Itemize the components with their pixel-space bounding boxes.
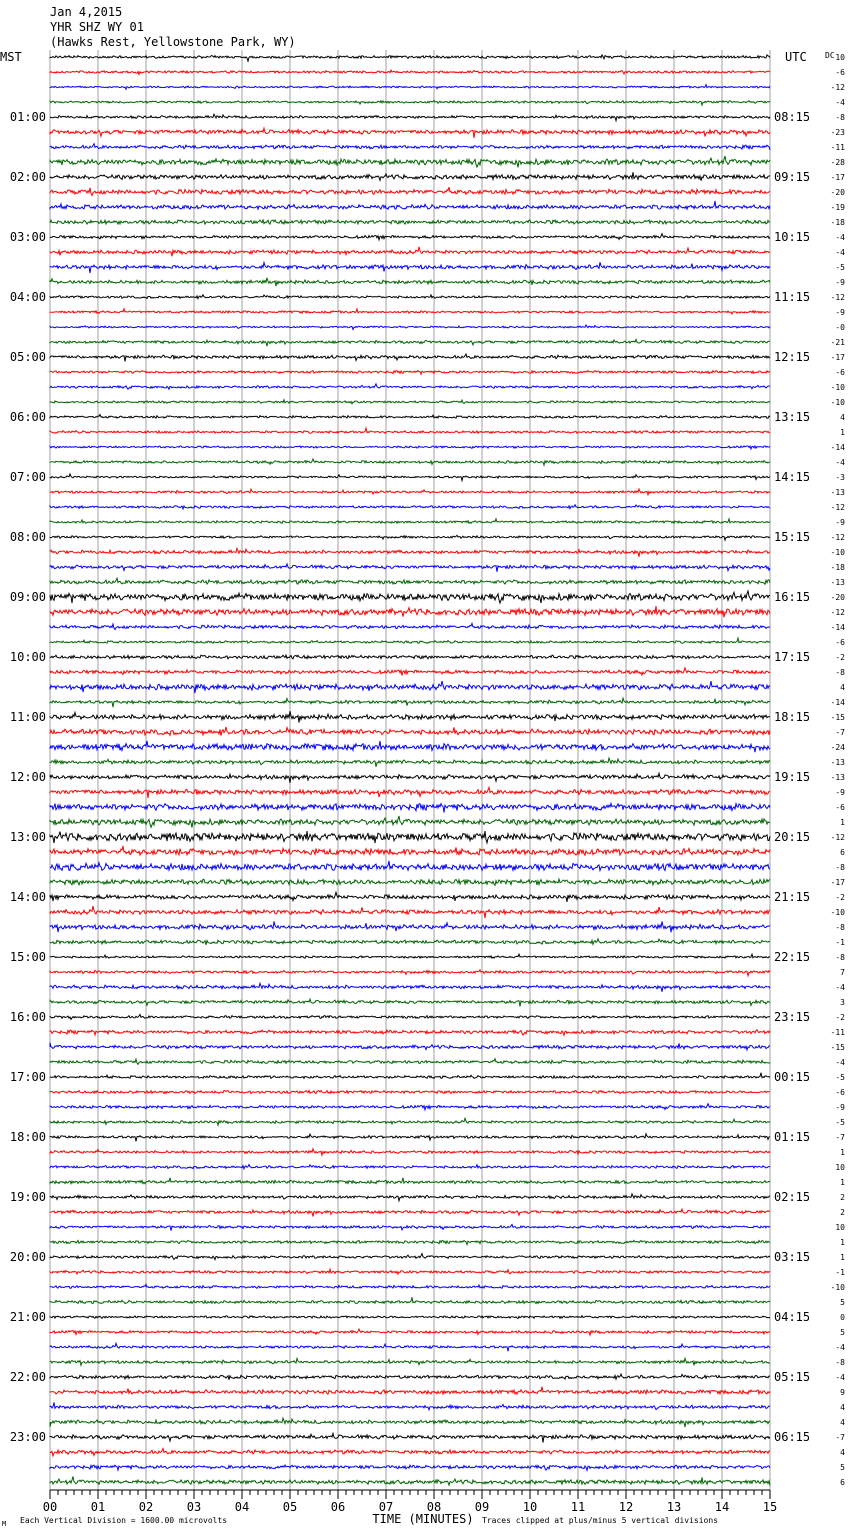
left-hour-label: 19:00 [9, 1190, 46, 1204]
dc-offset-label: -12 [830, 833, 845, 842]
scale-mark: M [2, 1520, 7, 1528]
dc-offset-label: 10 [835, 53, 845, 62]
trace-row-37 [50, 606, 770, 617]
trace-row-40 [50, 655, 770, 659]
left-hour-label: 20:00 [9, 1250, 46, 1264]
dc-offset-label: -24 [830, 743, 845, 752]
right-hour-label: 15:15 [774, 530, 811, 544]
trace-row-36 [50, 591, 770, 603]
dc-offset-label: -12 [830, 533, 845, 542]
left-hour-label: 14:00 [9, 890, 46, 904]
trace-row-14 [50, 262, 770, 273]
trace-row-47 [50, 758, 770, 767]
left-hour-label: 12:00 [9, 770, 46, 784]
dc-offset-label: -7 [835, 728, 845, 737]
right-hour-label: 23:15 [774, 1010, 811, 1024]
dc-offset-label: -15 [830, 1043, 845, 1052]
dc-offset-label: -2 [835, 1013, 845, 1022]
left-hour-label: 02:00 [9, 170, 46, 184]
trace-row-16 [50, 295, 770, 299]
trace-row-17 [50, 309, 770, 314]
trace-row-76 [50, 1194, 770, 1201]
trace-row-69 [50, 1090, 770, 1093]
dc-offset-label: -6 [835, 1088, 845, 1097]
trace-row-66 [50, 1043, 770, 1050]
dc-offset-label: 2 [840, 1208, 845, 1217]
dc-offset-label: -8 [835, 1358, 845, 1367]
trace-row-33 [50, 548, 770, 556]
trace-row-44 [50, 711, 770, 723]
dc-offset-label: -9 [835, 278, 845, 287]
trace-row-89 [50, 1387, 770, 1394]
dc-offset-label: -12 [830, 293, 845, 302]
trace-row-90 [50, 1403, 770, 1410]
dc-offset-label: 3 [840, 998, 845, 1007]
dc-offset-label: -13 [830, 488, 845, 497]
x-tick-label: 10 [522, 1500, 538, 1514]
right-hour-label: 04:15 [774, 1310, 811, 1324]
dc-offset-label: 6 [840, 1478, 845, 1487]
trace-row-7 [50, 156, 770, 167]
trace-row-18 [50, 325, 770, 329]
dc-offset-label: 1 [840, 818, 845, 827]
right-hour-label: 12:15 [774, 350, 811, 364]
dc-offset-label: 6 [840, 848, 845, 857]
trace-row-6 [50, 144, 770, 150]
trace-row-59 [50, 939, 770, 945]
dc-offset-label: -13 [830, 758, 845, 767]
dc-offset-label: -13 [830, 773, 845, 782]
dc-offset-label: -19 [830, 203, 845, 212]
left-hour-label: 21:00 [9, 1310, 46, 1324]
left-hour-label: 22:00 [9, 1370, 46, 1384]
trace-row-15 [50, 278, 770, 286]
left-hour-label: 01:00 [9, 110, 46, 124]
trace-row-45 [50, 727, 770, 736]
trace-row-4 [50, 114, 770, 121]
dc-offset-label: -2 [835, 893, 845, 902]
trace-row-57 [50, 906, 770, 918]
dc-offset-label: -10 [830, 383, 845, 392]
left-hour-label: 09:00 [9, 590, 46, 604]
dc-offset-label: -6 [835, 368, 845, 377]
trace-row-52 [50, 831, 770, 843]
dc-offset-label: -9 [835, 518, 845, 527]
trace-row-63 [50, 999, 770, 1006]
trace-row-32 [50, 535, 770, 540]
dc-offset-label: -0 [835, 323, 845, 332]
trace-row-94 [50, 1465, 770, 1470]
dc-offset-label: -21 [830, 338, 845, 347]
dc-offset-label: -5 [835, 263, 845, 272]
right-hour-label: 19:15 [774, 770, 811, 784]
left-hour-label: 07:00 [9, 470, 46, 484]
dc-offset-label: -11 [830, 1028, 845, 1037]
trace-row-88 [50, 1374, 770, 1380]
trace-row-92 [50, 1433, 770, 1442]
dc-offset-label: -10 [830, 908, 845, 917]
header-date: Jan 4,2015 [50, 5, 123, 19]
right-hour-label: 11:15 [774, 290, 811, 304]
dc-offset-label: -5 [835, 1073, 845, 1082]
dc-offset-label: -2 [835, 653, 845, 662]
trace-row-91 [50, 1418, 770, 1427]
dc-offset-label: 9 [840, 1388, 845, 1397]
trace-row-41 [50, 668, 770, 676]
dc-offset-label: -10 [830, 1283, 845, 1292]
trace-row-25 [50, 428, 770, 433]
left-hour-label: 08:00 [9, 530, 46, 544]
dc-offset-label: -14 [830, 443, 845, 452]
trace-row-67 [50, 1059, 770, 1065]
right-hour-label: 02:15 [774, 1190, 811, 1204]
x-tick-label: 11 [570, 1500, 586, 1514]
dc-offset-label: 1 [840, 428, 845, 437]
dc-offset-label: -3 [835, 473, 845, 482]
dc-offset-label: -11 [830, 143, 845, 152]
trace-row-0 [50, 55, 770, 61]
right-hour-label: 17:15 [774, 650, 811, 664]
dc-offset-label: -15 [830, 713, 845, 722]
left-hour-label: 06:00 [9, 410, 46, 424]
label-group [0, 50, 845, 1528]
dc-offset-label: 4 [840, 1418, 845, 1427]
right-hour-label: 05:15 [774, 1370, 811, 1384]
dc-offset-label: 7 [840, 968, 845, 977]
trace-row-43 [50, 698, 770, 707]
clip-note: Traces clipped at plus/minus 5 vertical divisions [482, 1516, 719, 1525]
x-axis-title: TIME (MINUTES) [372, 1512, 474, 1526]
trace-row-83 [50, 1297, 770, 1303]
left-hour-label: 03:00 [9, 230, 46, 244]
trace-row-2 [50, 85, 770, 90]
trace-row-12 [50, 234, 770, 240]
left-hour-label: 23:00 [9, 1430, 46, 1444]
trace-group [50, 55, 770, 1486]
trace-row-51 [50, 816, 770, 828]
dc-offset-label: 1 [840, 1178, 845, 1187]
dc-offset-label: -1 [835, 938, 845, 947]
trace-row-85 [50, 1329, 770, 1335]
trace-row-24 [50, 415, 770, 419]
left-hour-label: 16:00 [9, 1010, 46, 1024]
dc-offset-label: -9 [835, 308, 845, 317]
dc-offset-label: -4 [835, 983, 845, 992]
x-tick-label: 15 [762, 1500, 778, 1514]
trace-row-95 [50, 1477, 770, 1486]
dc-offset-label: -8 [835, 668, 845, 677]
dc-offset-label: 4 [840, 413, 845, 422]
trace-row-13 [50, 247, 770, 256]
trace-row-50 [50, 804, 770, 813]
right-hour-label: 10:15 [774, 230, 811, 244]
left-hour-label: 05:00 [9, 350, 46, 364]
trace-row-35 [50, 578, 770, 584]
left-hour-label: 11:00 [9, 710, 46, 724]
trace-row-79 [50, 1240, 770, 1244]
trace-row-10 [50, 201, 770, 209]
trace-row-82 [50, 1284, 770, 1288]
dc-offset-label: 5 [840, 1298, 845, 1307]
dc-offset-label: -14 [830, 623, 845, 632]
trace-row-72 [50, 1134, 770, 1142]
left-hour-label: 10:00 [9, 650, 46, 664]
trace-row-60 [50, 954, 770, 958]
dc-offset-label: 1 [840, 1253, 845, 1262]
trace-row-58 [50, 921, 770, 932]
trace-row-34 [50, 564, 770, 572]
trace-row-9 [50, 187, 770, 195]
dc-offset-label: 10 [835, 1223, 845, 1232]
trace-row-46 [50, 741, 770, 752]
right-hour-label: 18:15 [774, 710, 811, 724]
x-tick-label: 09 [474, 1500, 490, 1514]
trace-row-78 [50, 1225, 770, 1231]
x-tick-label: 14 [714, 1500, 730, 1514]
x-tick-label: 08 [426, 1500, 442, 1514]
x-tick-label: 00 [42, 1500, 58, 1514]
dc-offset-label: -4 [835, 1373, 845, 1382]
trace-row-11 [50, 220, 770, 224]
trace-row-27 [50, 459, 770, 465]
trace-row-68 [50, 1073, 770, 1079]
right-hour-label: 03:15 [774, 1250, 811, 1264]
dc-offset-label: -17 [830, 173, 845, 182]
header-location: (Hawks Rest, Yellowstone Park, WY) [50, 35, 296, 49]
trace-row-28 [50, 474, 770, 481]
dc-offset-label: -7 [835, 1433, 845, 1442]
trace-row-56 [50, 892, 770, 902]
dc-offset-label: -12 [830, 608, 845, 617]
right-hour-label: 06:15 [774, 1430, 811, 1444]
dc-offset-label: -18 [830, 563, 845, 572]
dc-offset-label: 4 [840, 1403, 845, 1412]
x-tick-label: 07 [378, 1500, 394, 1514]
x-tick-label: 03 [186, 1500, 202, 1514]
x-tick-label: 02 [138, 1500, 154, 1514]
trace-row-49 [50, 787, 770, 798]
dc-offset-label: -4 [835, 248, 845, 257]
header-station: YHR SHZ WY 01 [50, 20, 144, 34]
dc-offset-label: -6 [835, 638, 845, 647]
trace-row-19 [50, 339, 770, 346]
dc-header-label: DC [825, 51, 835, 60]
trace-row-23 [50, 400, 770, 404]
dc-offset-label: -6 [835, 803, 845, 812]
trace-row-1 [50, 70, 770, 74]
left-hour-label: 17:00 [9, 1070, 46, 1084]
dc-offset-label: -10 [830, 398, 845, 407]
left-hour-label: 15:00 [9, 950, 46, 964]
dc-offset-label: -20 [830, 188, 845, 197]
dc-offset-label: 5 [840, 1463, 845, 1472]
trace-row-81 [50, 1269, 770, 1274]
dc-offset-label: -23 [830, 128, 845, 137]
trace-row-20 [50, 354, 770, 361]
dc-offset-label: -14 [830, 698, 845, 707]
dc-offset-label: -8 [835, 863, 845, 872]
trace-row-22 [50, 384, 770, 389]
dc-offset-label: -13 [830, 578, 845, 587]
dc-offset-label: -10 [830, 548, 845, 557]
dc-offset-label: 5 [840, 1328, 845, 1337]
right-hour-label: 01:15 [774, 1130, 811, 1144]
trace-row-73 [50, 1149, 770, 1155]
right-hour-label: 22:15 [774, 950, 811, 964]
dc-offset-label: -18 [830, 218, 845, 227]
right-hour-label: 16:15 [774, 590, 811, 604]
dc-offset-label: 10 [835, 1163, 845, 1172]
right-timezone-label: UTC [785, 50, 807, 64]
trace-row-53 [50, 846, 770, 855]
dc-offset-label: 2 [840, 1193, 845, 1202]
dc-offset-label: -8 [835, 113, 845, 122]
dc-offset-label: 4 [840, 683, 845, 692]
trace-row-5 [50, 128, 770, 138]
trace-row-74 [50, 1165, 770, 1169]
left-hour-label: 18:00 [9, 1130, 46, 1144]
right-hour-label: 09:15 [774, 170, 811, 184]
dc-offset-label: -6 [835, 68, 845, 77]
x-tick-label: 01 [90, 1500, 106, 1514]
trace-row-26 [50, 446, 770, 449]
dc-offset-label: -17 [830, 878, 845, 887]
dc-offset-label: -17 [830, 353, 845, 362]
dc-offset-label: -4 [835, 1058, 845, 1067]
trace-row-8 [50, 172, 770, 181]
trace-row-84 [50, 1316, 770, 1319]
trace-row-65 [50, 1030, 770, 1036]
left-timezone-label: MST [0, 50, 22, 64]
dc-offset-label: -9 [835, 1103, 845, 1112]
dc-offset-label: -4 [835, 1343, 845, 1352]
trace-row-54 [50, 861, 770, 871]
dc-offset-label: -28 [830, 158, 845, 167]
trace-row-75 [50, 1178, 770, 1184]
left-hour-label: 04:00 [9, 290, 46, 304]
trace-row-21 [50, 371, 770, 375]
trace-row-38 [50, 623, 770, 629]
dc-offset-label: -4 [835, 458, 845, 467]
left-hour-label: 13:00 [9, 830, 46, 844]
trace-row-86 [50, 1343, 770, 1351]
trace-row-62 [50, 983, 770, 991]
trace-row-61 [50, 970, 770, 976]
dc-offset-label: 4 [840, 1448, 845, 1457]
dc-offset-label: -12 [830, 503, 845, 512]
trace-row-39 [50, 638, 770, 643]
dc-offset-label: -7 [835, 1133, 845, 1142]
dc-offset-label: -9 [835, 788, 845, 797]
scale-note: Each Vertical Division = 1600.00 microvolts [20, 1516, 228, 1525]
dc-offset-label: -8 [835, 953, 845, 962]
dc-offset-label: -4 [835, 98, 845, 107]
trace-row-31 [50, 519, 770, 524]
trace-row-48 [50, 773, 770, 783]
right-hour-label: 20:15 [774, 830, 811, 844]
trace-row-55 [50, 879, 770, 885]
x-tick-label: 04 [234, 1500, 250, 1514]
dc-offset-label: -1 [835, 1268, 845, 1277]
trace-row-3 [50, 100, 770, 105]
dc-offset-label: 0 [840, 1313, 845, 1322]
right-hour-label: 14:15 [774, 470, 811, 484]
dc-offset-label: -8 [835, 923, 845, 932]
right-hour-label: 08:15 [774, 110, 811, 124]
trace-row-70 [50, 1104, 770, 1110]
trace-row-64 [50, 1015, 770, 1020]
trace-row-29 [50, 489, 770, 495]
dc-offset-label: -12 [830, 83, 845, 92]
dc-offset-label: 1 [840, 1238, 845, 1247]
x-tick-label: 05 [282, 1500, 298, 1514]
trace-row-77 [50, 1209, 770, 1216]
right-hour-label: 21:15 [774, 890, 811, 904]
x-tick-label: 12 [618, 1500, 634, 1514]
dc-offset-label: -5 [835, 1118, 845, 1127]
right-hour-label: 00:15 [774, 1070, 811, 1084]
x-tick-label: 13 [666, 1500, 682, 1514]
dc-offset-label: -20 [830, 593, 845, 602]
trace-row-87 [50, 1358, 770, 1365]
trace-row-71 [50, 1118, 770, 1125]
trace-row-42 [50, 681, 770, 693]
trace-row-80 [50, 1254, 770, 1260]
trace-row-93 [50, 1449, 770, 1456]
right-hour-label: 13:15 [774, 410, 811, 424]
dc-offset-label: -4 [835, 233, 845, 242]
x-tick-label: 06 [330, 1500, 346, 1514]
trace-row-30 [50, 505, 770, 509]
dc-offset-label: 1 [840, 1148, 845, 1157]
